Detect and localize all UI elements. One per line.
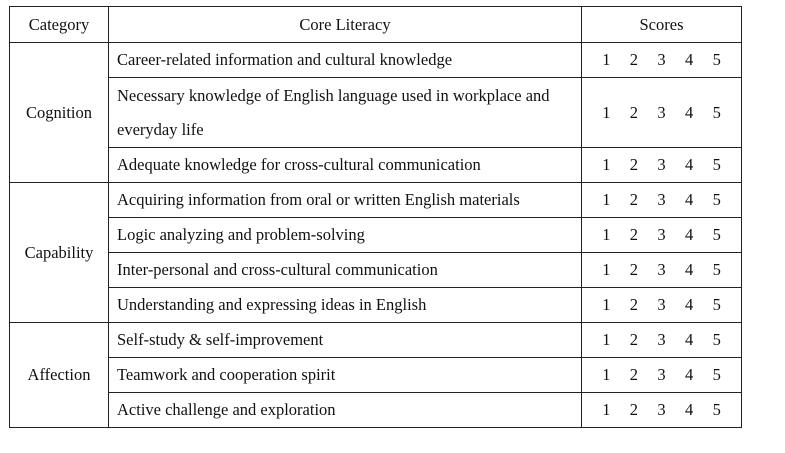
table-body [10,43,742,428]
score-option: 5 [712,155,721,174]
table-row [10,218,742,253]
scores-cell [582,253,742,288]
score-option: 1 [602,225,611,244]
score-option: 4 [684,330,694,349]
literacy-cell: Active challenge and exploration [109,393,582,428]
scores-cell [582,43,742,78]
literacy-cell: Self-study & self-improvement [109,323,582,358]
score-option: 5 [712,190,721,209]
literacy-cell: Logic analyzing and problem-solving [109,218,582,253]
score-option: 1 [602,102,611,122]
scores-cell [582,323,742,358]
score-option: 4 [684,155,694,174]
scores-cell [582,78,742,148]
score-option: 2 [629,102,639,122]
header-category: Category [10,7,109,43]
score-option: 2 [629,155,639,174]
table-row [10,288,742,323]
header-row [10,7,742,43]
scores-cell [582,183,742,218]
score-option: 5 [712,295,721,314]
score-option: 1 [602,190,611,209]
score-option: 3 [657,50,666,69]
table-row [10,358,742,393]
score-option: 5 [712,50,721,69]
score-option: 2 [629,260,639,279]
score-option: 1 [602,155,611,174]
score-option: 3 [657,155,666,174]
core-literacy-table [9,6,742,428]
score-option: 4 [684,190,694,209]
score-option: 2 [629,190,639,209]
literacy-cell: Career-related information and cultural knowledge [109,43,582,78]
table-row [10,253,742,288]
score-option: 3 [657,225,666,244]
literacy-cell: Teamwork and cooperation spirit [109,358,582,393]
category-cell: Capability [10,183,109,323]
score-option: 3 [657,330,666,349]
score-option: 3 [657,365,666,384]
score-option: 3 [657,260,666,279]
score-option: 1 [602,50,611,69]
score-option: 3 [657,102,666,122]
table-row [10,183,742,218]
header-scores: Scores [582,7,742,43]
table-row [10,393,742,428]
scores-cell [582,148,742,183]
category-cell: Cognition [10,43,109,183]
score-option: 4 [684,225,694,244]
score-option: 2 [629,400,639,419]
score-option: 1 [602,260,611,279]
score-option: 2 [629,50,639,69]
score-option: 1 [602,330,611,349]
table-row [10,43,742,78]
score-option: 2 [629,295,639,314]
score-option: 5 [712,260,721,279]
scores-cell [582,358,742,393]
score-option: 2 [629,225,639,244]
scores-cell [582,288,742,323]
score-option: 1 [602,400,611,419]
table-row [10,323,742,358]
score-option: 5 [712,102,721,122]
score-option: 3 [657,400,666,419]
score-option: 4 [684,102,694,122]
score-option: 4 [684,365,694,384]
score-option: 3 [657,190,666,209]
score-option: 4 [684,400,694,419]
scores-cell [582,218,742,253]
score-option: 2 [629,365,639,384]
score-option: 2 [629,330,639,349]
score-option: 4 [684,295,694,314]
score-option: 1 [602,365,611,384]
literacy-cell: Understanding and expressing ideas in English [109,288,582,323]
score-option: 5 [712,330,721,349]
score-option: 5 [712,400,721,419]
score-option: 3 [657,295,666,314]
score-option: 5 [712,365,721,384]
scores-cell [582,393,742,428]
literacy-cell: Acquiring information from oral or written English materials [109,183,582,218]
score-option: 4 [684,260,694,279]
literacy-cell: Necessary knowledge of English language used in workplace and everyday life [109,78,582,148]
literacy-cell: Adequate knowledge for cross-cultural communication [109,148,582,183]
score-option: 4 [684,50,694,69]
score-option: 5 [712,225,721,244]
score-option: 1 [602,295,611,314]
literacy-cell: Inter-personal and cross-cultural communication [109,253,582,288]
table-row [10,148,742,183]
header-core-literacy: Core Literacy [109,7,582,43]
category-cell: Affection [10,323,109,428]
table-row [10,78,742,148]
